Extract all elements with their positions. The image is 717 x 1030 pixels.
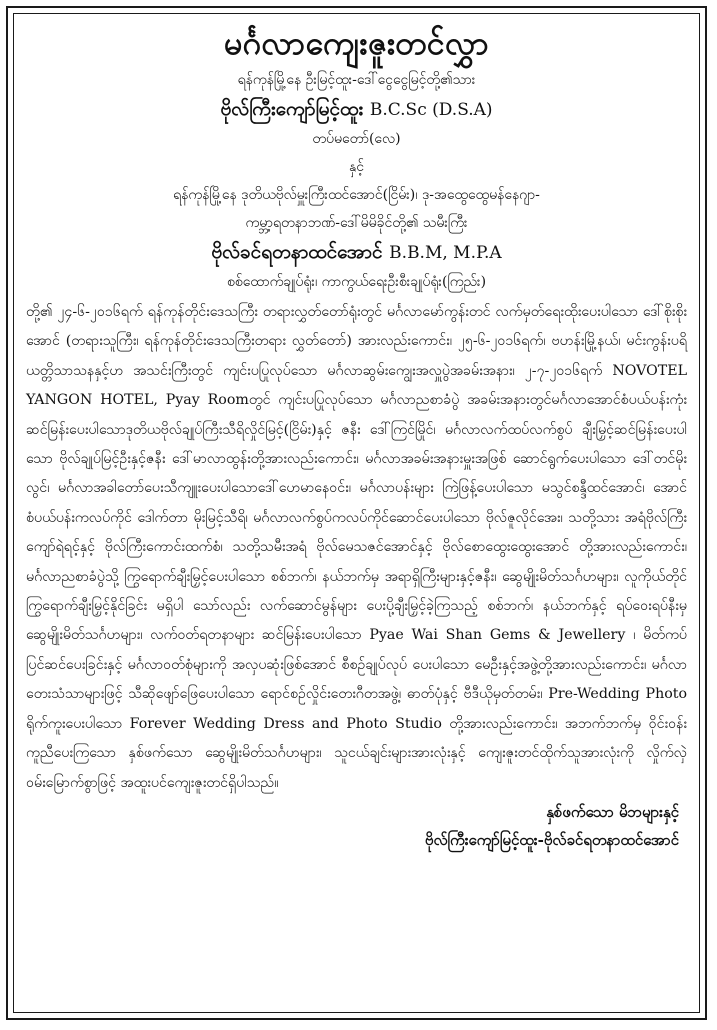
groom-parents: ရန်ကုန်မြို့နေ ဦးမြင့်ထူး-ဒေါ်ငွေငွေမြင့်တို့၏သား <box>237 72 476 88</box>
and-connector: နှင့် <box>349 159 364 175</box>
bride-name-line <box>26 237 687 268</box>
announcement-frame <box>6 6 707 1020</box>
groom-name-line <box>26 94 687 125</box>
bride-degree: B.B.M, M.P.A <box>389 243 502 263</box>
bride-parents-line2: ကမ္ဘာ့ရတနာဘဏ်-ဒေါ်မိမိခိုင်တို့၏ သမီးကြီး <box>245 215 468 231</box>
bride-org: စစ်ထောက်ချုပ်ရုံး၊ ကာကွယ်ရေးဦးစီးချုပ်ရုံး(ကြည်း) <box>226 274 487 290</box>
announcement-inner-border <box>13 13 700 1013</box>
bride-parents-line1: ရန်ကုန်မြို့နေ ဒုတိယဗိုလ်မှူးကြီးထင်အောင်(ငြိမ်း)၊ ဒု-အထွေထွေမန်နေဂျာ- <box>173 187 540 203</box>
groom-name: ဗိုလ်ကြီးကျော်မြင့်ထူး <box>220 98 364 120</box>
thanks-body: တို့၏ ၂၄-၆-၂၀၁၆ရက် ရန်ကုန်တိုင်းဒေသကြီး တရားလွှတ်တော်ရုံးတွင် မင်္ဂလာမော်ကွန်းတင် လက်မှတ်ရေးထိုးပေးပါသော ဒေါ်စိုးစိုးအောင် (တရားသူကြီး၊ ရန်ကုန်တိုင်းဒေသကြီးတရား လွှတ်တော်) အားလည်းကောင်း၊ ၂၅-၆-၂၀၁၆ရက်၊ ဗဟန်းမြို့နယ်၊ မင်းကွန်းပရိယတ္တိသာသနနှင့်ဟ အသင်းကြီးတွင် ကျင်းပပြုလုပ်သော မင်္ဂလာဆွမ်းကျွေးအလှူပွဲအခမ်းအနား၊ ၂-၇-၂၀၁၆ရက် NOVOTEL YANGON HOTEL, Pyay Roomတွင် ကျင်းပပြုလုပ်သော မင်္ဂလာညစာခံပွဲ အခမ်းအနားတွင်မင်္ဂလာအောင်စံပယ်ပန်းကုံးဆင်မြန်းပေးပါသောဒုတိယဗိုလ်ချုပ်ကြီးသီရိလှိုင်မြင့်(ငြိမ်း)နှင့် ဇနီး ဒေါ်ကြင်မြိုင်၊ မင်္ဂလာလက်ထပ်လက်စွပ် ချီးမြှင့်ဆင်မြန်းပေးပါသော ဗိုလ်ချုပ်မြင့်ဦးနှင့်ဇနီး ဒေါ်မာလာထွန်းတို့အားလည်းကောင်း၊ မင်္ဂလာအခမ်းအနားမှူးအဖြစ် ဆောင်ရွက်ပေးပါသော ဒေါ်တင်မိုးလွင်၊ မင်္ဂလာအခါတော်ပေးသီကျူးပေးပါသောဒေါ်ဟေမာနေဝင်း၊ မင်္ဂလာပန်းများ ကြဲဖြန့်ပေးပါသော မသွင်စန္ဒီထင်အောင်၊ အောင်စံပယ်ပန်းကလပ်ကိုင် ဒေါက်တာ မိုးမြင့်သီရိ၊ မင်္ဂလာလက်စွပ်ကလပ်ကိုင်ဆောင်ပေးပါသော ဗိုလ်ဇူလိုင်အေး၊ သတို့သား အရံဗိုလ်ကြီးကျော်ရဲရင့်နှင့် ဗိုလ်ကြီးကောင်းထက်စံ၊ သတို့သမီးအရံ ဗိုလ်မေသဇင်အောင်နှင့် ဗိုလ်စောထွေးထွေးအောင် တို့အားလည်းကောင်း၊ မင်္ဂလာညစာခံပွဲသို့ ကြွရောက်ချီးမြှင့်ပေးပါသော စစ်ဘက်၊ နယ်ဘက်မှ အရာရှိကြီးများနှင့်ဇနီး၊ ဆွေမျိုးမိတ်သင်္ဂဟများ၊ လူကိုယ်တိုင်ကြွရောက်ချီးမြှင့်နိုင်ခြင်း မရှိပါ သော်လည်း လက်ဆောင်မွန်များ ပေးပို့ချီးမြှင့်ခဲ့ကြသည့် စစ်ဘက်၊ နယ်ဘက်နှင့် ရပ်ဝေးရပ်နီးမှ ဆွေမျိုးမိတ်သင်္ဂဟများ၊ လက်ဝတ်ရတနာများ ဆင်မြန်းပေးပါသော Pyae Wai Shan Gems & Jewellery ၊ မိတ်ကပ်ပြင်ဆင်ပေးခြင်းနှင့် မင်္ဂလာဝတ်စုံများကို အလှပဆုံးဖြစ်အောင် စီစဉ်ချုပ်လုပ် ပေးပါသော မေဦးနှင့်အဖွဲ့တို့အားလည်းကောင်း၊ မင်္ဂလာတေးသံသာများဖြင့် သီဆိုဖျော်ဖြေပေးပါသော ရောင်စဉ်လှိုင်းတေးဂီတအဖွဲ့၊ ဓာတ်ပုံနှင့် ဗီဒီယိုမှတ်တမ်း၊ Pre-Wedding Photo ရိုက်ကူးပေးပါသော Forever Wedding Dress and Photo Studio တို့အားလည်းကောင်း၊ အဘက်ဘက်မှ ဝိုင်းဝန်းကူညီပေးကြသော နှစ်ဖက်သော ဆွေမျိုးမိတ်သင်္ဂဟများ၊ သူငယ်ချင်းများအားလုံးနှင့် ကျေးဇူးတင်ထိုက်သူအားလုံးကို လှိုက်လှဲဝမ်းမြောက်စွာဖြင့် အထူးပင်ကျေးဇူးတင်ရှိပါသည်။ <box>26 304 687 791</box>
groom-degree: B.C.Sc (D.S.A) <box>369 100 493 120</box>
bride-name: ဗိုလ်ခင်ရတနာထင်အောင် <box>211 241 383 263</box>
groom-unit: တပ်မတော်(လေ) <box>312 131 401 147</box>
headline: မင်္ဂလာကျေးဇူးတင်လွှာ <box>224 24 489 62</box>
signature-line2: ဗိုလ်ကြီးကျော်မြင့်ထူး-ဗိုလ်ခင်ရတနာထင်အောင် <box>424 830 679 849</box>
signature-line1: နှစ်ဖက်သော မိဘများနှင့် <box>546 802 679 821</box>
